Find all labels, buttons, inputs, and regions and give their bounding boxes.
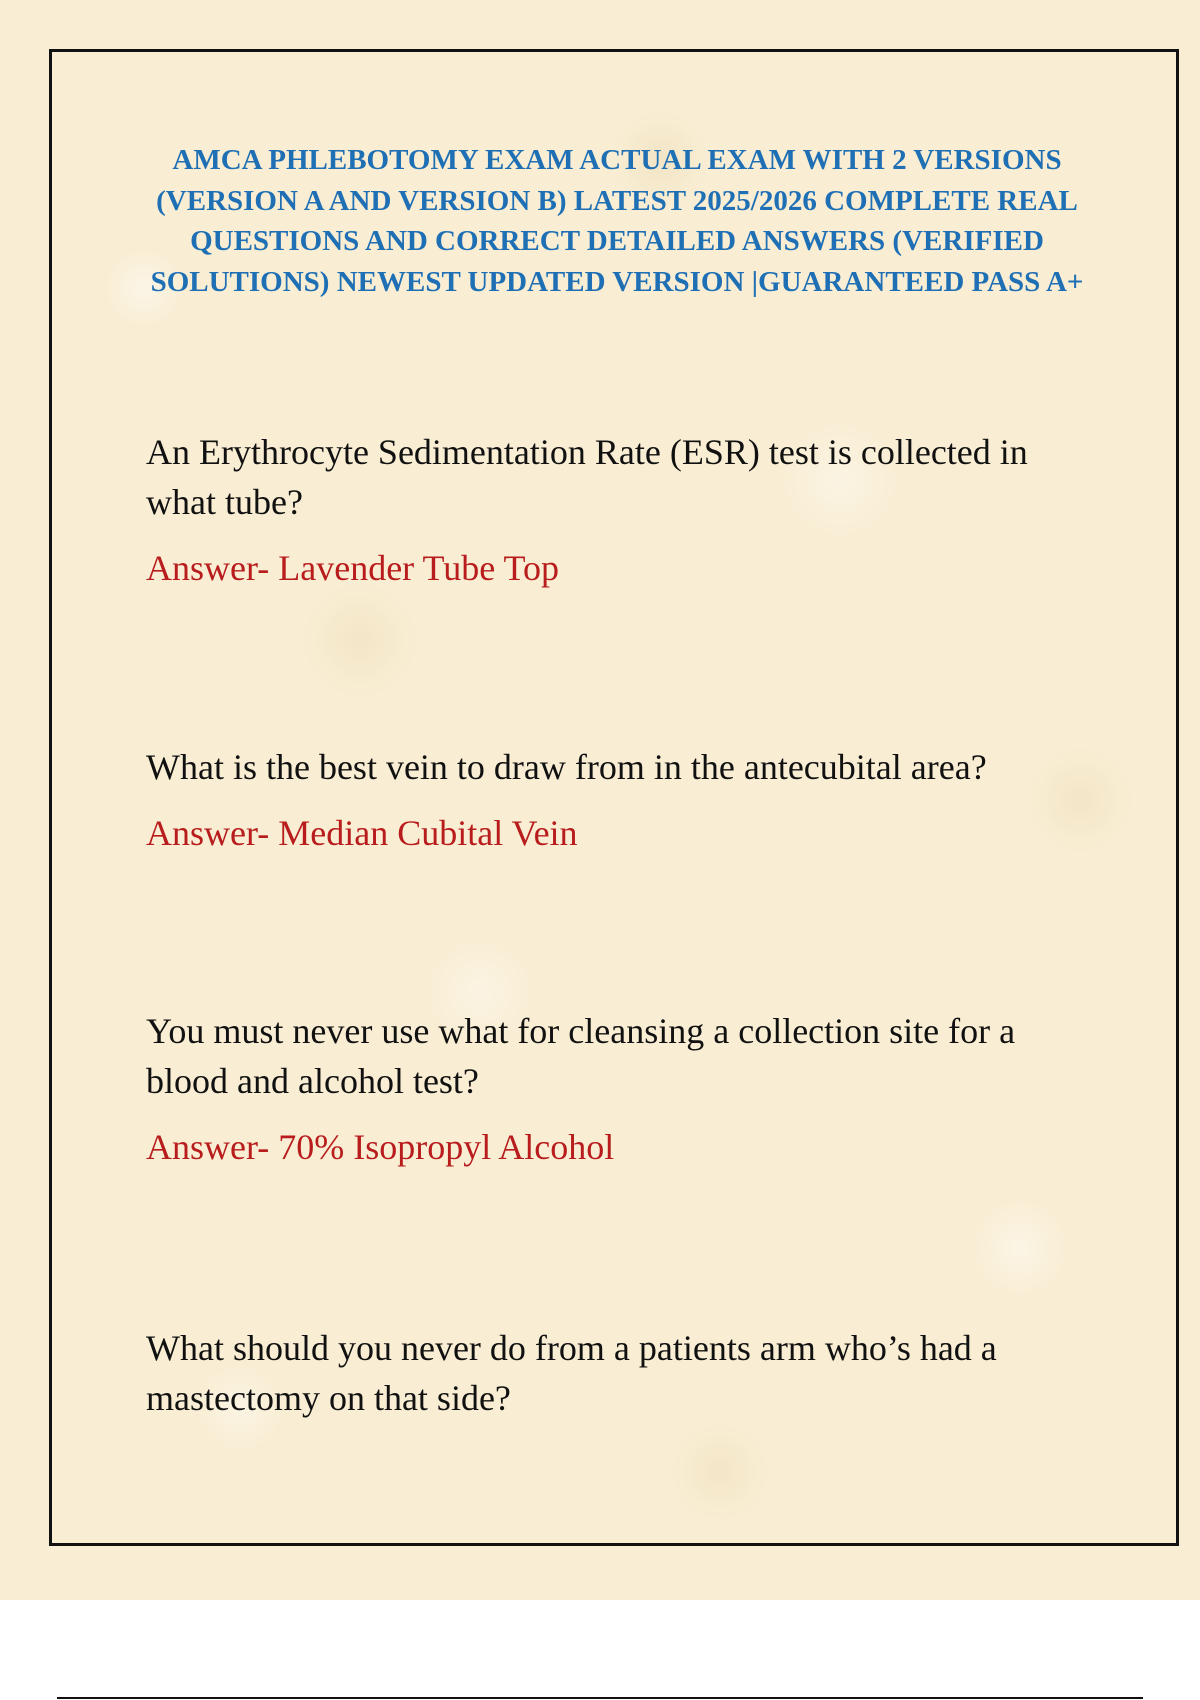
qa-item-1 xyxy=(146,427,1106,593)
answer-text: Answer- 70% Isopropyl Alcohol xyxy=(146,1127,615,1167)
qa-item-4 xyxy=(146,1323,1106,1423)
qa-item-3 xyxy=(146,1006,1106,1172)
qa-item-2 xyxy=(146,742,1106,858)
document-title: AMCA PHLEBOTOMY EXAM ACTUAL EXAM WITH 2 VERSIONS (VERSION A AND VERSION B) LATEST 2025/2026 COMPLETE REAL QUESTIONS AND CORRECT DETAILED ANSWERS (VERIFIED SOLUTIONS) NEWEST UPDATED VERSION |GUARANTEED PASS A+ xyxy=(150,144,1084,298)
question-text: You must never use what for cleansing a collection site for a blood and alcohol test? xyxy=(146,1011,1016,1101)
answer-text: Answer- Median Cubital Vein xyxy=(146,813,578,853)
footer-divider xyxy=(57,1697,1143,1699)
question-text: An Erythrocyte Sedimentation Rate (ESR) test is collected in what tube? xyxy=(146,432,1028,522)
question-text: What is the best vein to draw from in the antecubital area? xyxy=(146,747,987,787)
answer-text: Answer- Lavender Tube Top xyxy=(146,548,560,588)
question-text: What should you never do from a patients arm who’s had a mastectomy on that side? xyxy=(146,1328,997,1418)
